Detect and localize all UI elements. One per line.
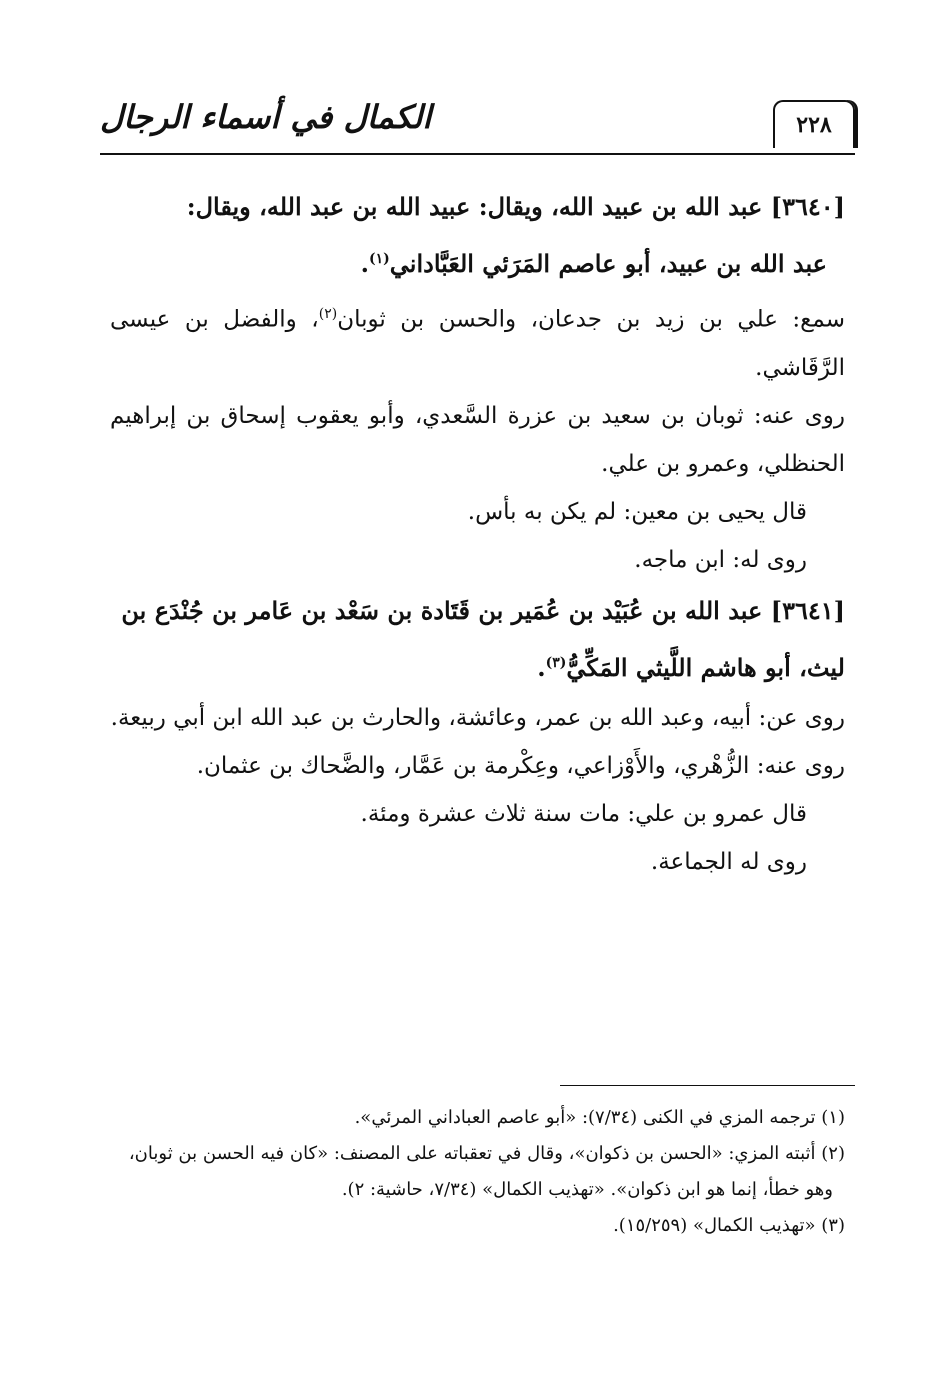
- page-header: [100, 90, 855, 155]
- entry-heading-line2: عبد الله بن عبيد، أبو عاصم المَرَئي العَبَّاداني: [389, 249, 827, 278]
- paragraph: روى عن: أبيه، وعبد الله بن عمر، وعائشة، والحارث بن عبد الله ابن أبي ربيعة.: [110, 704, 845, 731]
- entry-heading-line1: [٣٦٤٠] عبد الله بن عبيد الله، ويقال: عبيد الله بن عبد الله، ويقال:: [186, 192, 845, 221]
- paragraph: روى له: ابن ماجه.: [634, 546, 807, 573]
- entry-heading: [110, 180, 845, 290]
- paragraph-text: ، والفضل بن عيسى الرَّقَاشي.: [110, 306, 845, 381]
- entry-heading-line1: [٣٦٤١] عبد الله بن عُبَيْد بن عُمَير بن قَتَادة بن سَعْد بن عَامر بن جُنْدَع بن: [121, 595, 845, 625]
- footnote-2-line2: وهو خطأ، إنما هو ابن ذكوان». «تهذيب الكمال» (٧/٣٤، حاشية: ٢).: [341, 1179, 833, 1200]
- paragraph: قال يحيى بن معين: لم يكن به بأس.: [467, 498, 807, 525]
- footnote-ref: (٢): [318, 306, 338, 322]
- punctuation: .: [537, 652, 546, 682]
- main-text: [110, 180, 845, 886]
- paragraph: روى عنه: ثوبان بن سعيد بن عزرة السَّعدي، وأبو يعقوب إسحاق بن إبراهيم الحنظلي، وعمرو بن علي.: [110, 402, 845, 477]
- paragraph: روى له الجماعة.: [650, 848, 807, 875]
- footnote-ref: (١): [369, 251, 390, 267]
- footnote-separator: [560, 1085, 855, 1086]
- paragraph: قال عمرو بن علي: مات سنة ثلاث عشرة ومئة.: [360, 800, 807, 827]
- footnote-ref: (٣): [545, 654, 567, 671]
- book-title: الكمال في أسماء الرجال: [100, 98, 432, 136]
- footnote-1: (١) ترجمه المزي في الكنى (٧/٣٤): «أبو عاصم العباداني المرئي».: [354, 1107, 845, 1128]
- paragraph-text: سمع: علي بن زيد بن جدعان، والحسن بن ثوبان: [337, 306, 845, 333]
- header-rule: [100, 153, 855, 155]
- footnote-3: (٣) «تهذيب الكمال» (١٥/٢٥٩).: [613, 1215, 845, 1236]
- paragraph: روى عنه: الزُّهْري، والأَوْزاعي، وعِكْرمة بن عَمَّار، والضَّحاك بن عثمان.: [196, 752, 845, 779]
- footnotes: [110, 1100, 845, 1244]
- punctuation: .: [360, 249, 370, 278]
- page-number: ٢٢٨: [773, 100, 855, 148]
- footnote-2-line1: (٢) أثبته المزي: «الحسن بن ذكوان»، وقال في تعقباته على المصنف: «كان فيه الحسن بن ثوبان،: [128, 1143, 845, 1164]
- entry-heading-line2: ليث، أبو هاشم اللَّيثي المَكِّيُّ: [566, 652, 845, 682]
- entry-heading: [110, 584, 845, 694]
- paragraph: [110, 290, 845, 392]
